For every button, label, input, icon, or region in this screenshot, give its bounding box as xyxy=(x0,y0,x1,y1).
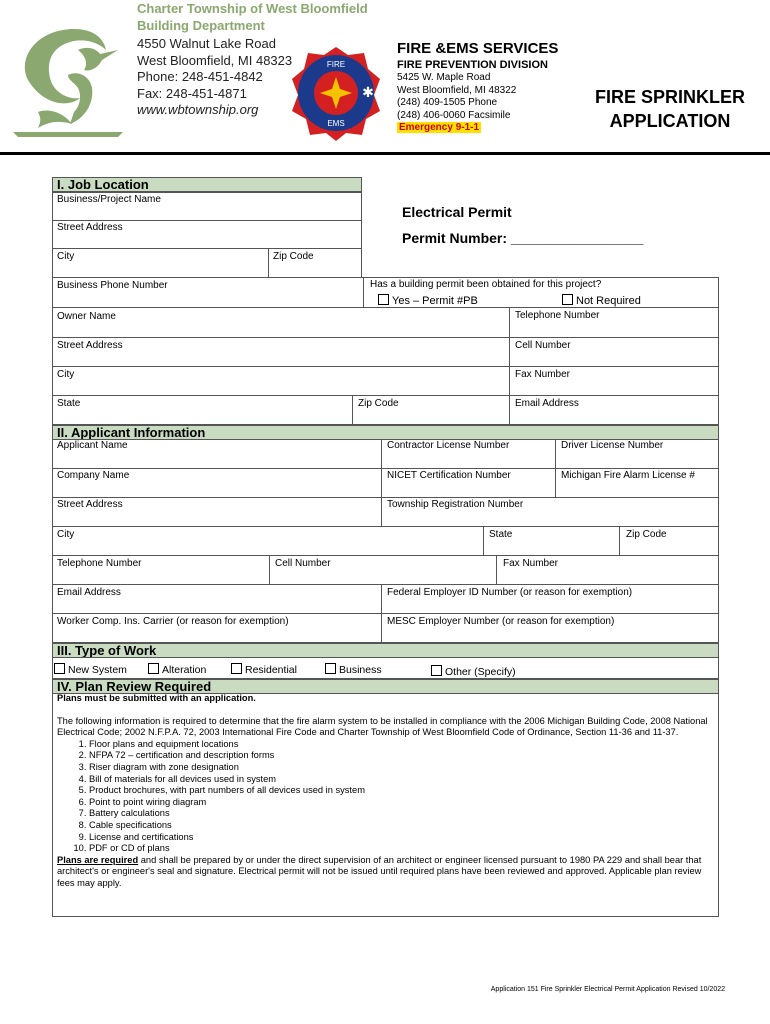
plan-item: 5. Product brochures, with part numbers of all devices used in system xyxy=(89,785,717,797)
yes-checkbox[interactable] xyxy=(378,294,389,305)
company-name-field[interactable] xyxy=(52,468,382,498)
section-applicant-header: II. Applicant Information xyxy=(52,425,719,440)
application-title-line1: FIRE SPRINKLER xyxy=(594,87,745,107)
owner-street-field[interactable] xyxy=(52,337,510,367)
mesc-label: MESC Employer Number (or reason for exemption) xyxy=(387,616,615,627)
owner-email-label: Email Address xyxy=(515,398,579,409)
heron-logo xyxy=(8,20,133,138)
applicant-street-label: Street Address xyxy=(57,499,123,510)
application-title-line2: APPLICATION xyxy=(609,111,731,131)
fire-division: FIRE PREVENTION DIVISION xyxy=(397,59,548,71)
fein-field[interactable] xyxy=(381,584,719,614)
owner-zip-field[interactable] xyxy=(352,395,510,425)
owner-cell-field[interactable] xyxy=(509,337,719,367)
applicant-zip-label: Zip Code xyxy=(626,529,667,540)
owner-fax-label: Fax Number xyxy=(515,369,571,380)
owner-email-field[interactable] xyxy=(509,395,719,425)
residential-label: Residential xyxy=(245,664,297,676)
fire-fax: (248) 406-0060 Facsimile xyxy=(397,109,511,121)
option-residential[interactable] xyxy=(231,663,297,676)
new-system-checkbox[interactable] xyxy=(54,663,65,674)
mesc-field[interactable] xyxy=(381,613,719,643)
township-name-line2: Building Department xyxy=(137,18,265,33)
business-name-field[interactable] xyxy=(52,192,362,221)
township-fax: Fax: 248-451-4871 xyxy=(137,85,247,101)
owner-telephone-field[interactable] xyxy=(509,307,719,338)
plan-item: 8. Cable specifications xyxy=(89,820,717,832)
township-registration-field[interactable] xyxy=(381,497,719,527)
business-phone-field[interactable] xyxy=(52,277,364,308)
other-label: Other (Specify) xyxy=(445,666,516,678)
business-label: Business xyxy=(339,664,382,676)
owner-cell-label: Cell Number xyxy=(515,340,571,351)
fire-services-title: FIRE &EMS SERVICES xyxy=(397,40,559,57)
yes-label: Yes – Permit #PB xyxy=(392,295,478,307)
section-plan-review-header: IV. Plan Review Required xyxy=(52,679,719,694)
owner-state-field[interactable] xyxy=(52,395,353,425)
township-website: www.wbtownship.org xyxy=(137,102,259,117)
plan-item: 1. Floor plans and equipment locations xyxy=(89,739,717,751)
not-required-checkbox[interactable] xyxy=(562,294,573,305)
plan-review-content xyxy=(57,693,717,890)
option-business[interactable] xyxy=(325,663,382,676)
job-zip-label: Zip Code xyxy=(273,251,314,262)
plan-item: 3. Riser diagram with zone designation xyxy=(89,762,717,774)
driver-license-field[interactable] xyxy=(555,439,719,469)
plan-item: 10. PDF or CD of plans xyxy=(89,843,717,855)
fire-ems-badge xyxy=(288,45,384,141)
plan-requirements-list xyxy=(57,739,717,855)
option-alteration[interactable] xyxy=(148,663,206,676)
owner-fax-field[interactable] xyxy=(509,366,719,396)
residential-checkbox[interactable] xyxy=(231,663,242,674)
plan-item: 2. NFPA 72 – certification and description forms xyxy=(89,750,717,762)
workers-comp-label: Worker Comp. Ins. Carrier (or reason for exemption) xyxy=(57,616,289,627)
owner-state-label: State xyxy=(57,398,81,409)
job-city-field[interactable] xyxy=(52,248,269,278)
star-of-life-icon: ✱ xyxy=(362,84,374,100)
section-job-location-header: I. Job Location xyxy=(52,177,362,192)
job-street-field[interactable] xyxy=(52,220,362,249)
owner-telephone-label: Telephone Number xyxy=(515,310,600,321)
plans-required-label: Plans are required xyxy=(57,854,139,865)
job-city-label: City xyxy=(57,251,75,262)
plans-required-text: and shall be prepared by or under the direct supervision of an architect or engineer licensed pursuant to 1980 PA 229 and shall bear that architect's or engineer's seal and signature. Electrical permit will not be issued until required plans have been reviewed and approved. Applicable plan review fees may apply. xyxy=(57,854,702,888)
badge-top-text: FIRE xyxy=(326,60,346,69)
nicet-field[interactable] xyxy=(381,468,556,498)
applicant-city-field[interactable] xyxy=(52,526,484,556)
applicant-name-label: Applicant Name xyxy=(57,440,128,451)
township-address xyxy=(137,36,292,119)
permit-question-label: Has a building permit been obtained for this project? xyxy=(370,279,602,290)
applicant-telephone-field[interactable] xyxy=(52,555,270,585)
business-phone-label: Business Phone Number xyxy=(57,280,168,291)
footer-revision: Application 151 Fire Sprinkler Electrical Permit Application Revised 10/2022 xyxy=(490,986,725,993)
township-phone: Phone: 248-451-4842 xyxy=(137,69,263,84)
township-street: 4550 Walnut Lake Road xyxy=(137,36,277,51)
company-name-label: Company Name xyxy=(57,470,130,481)
option-other[interactable] xyxy=(431,665,516,678)
applicant-name-field[interactable] xyxy=(52,439,382,469)
applicant-state-label: State xyxy=(489,529,513,540)
emergency-number: Emergency 9-1-1 xyxy=(399,122,480,133)
badge-bottom-text: EMS xyxy=(327,119,345,128)
applicant-cell-label: Cell Number xyxy=(275,558,331,569)
permit-type: Electrical Permit xyxy=(402,204,512,220)
applicant-zip-field[interactable] xyxy=(619,526,719,556)
option-new-system[interactable] xyxy=(54,663,127,676)
plan-item: 6. Point to point wiring diagram xyxy=(89,797,717,809)
michigan-fire-license-field[interactable] xyxy=(555,468,719,498)
business-checkbox[interactable] xyxy=(325,663,336,674)
applicant-city-label: City xyxy=(57,529,75,540)
township-name xyxy=(137,0,368,34)
owner-city-label: City xyxy=(57,369,75,380)
applicant-cell-field[interactable] xyxy=(269,555,497,585)
township-name-line1: Charter Township of West Bloomfield xyxy=(137,1,368,16)
job-street-label: Street Address xyxy=(57,222,123,233)
applicant-fax-label: Fax Number xyxy=(503,558,559,569)
driver-license-label: Driver License Number xyxy=(561,440,664,451)
workers-comp-field[interactable] xyxy=(52,613,382,643)
not-required-label: Not Required xyxy=(576,295,641,307)
applicant-state-field[interactable] xyxy=(483,526,620,556)
alteration-checkbox[interactable] xyxy=(148,663,159,674)
business-name-label: Business/Project Name xyxy=(57,194,161,205)
permit-number: Permit Number: _________________ xyxy=(402,230,644,246)
alteration-label: Alteration xyxy=(162,664,207,676)
new-system-label: New System xyxy=(68,664,127,676)
fire-phone: (248) 409-1505 Phone xyxy=(397,97,498,108)
contractor-license-field[interactable] xyxy=(381,439,556,469)
fire-street: 5425 W. Maple Road xyxy=(397,72,491,83)
building-permit-question xyxy=(363,277,719,308)
plan-item: 7. Battery calculations xyxy=(89,808,717,820)
plan-item: 9. License and certifications xyxy=(89,832,717,844)
job-zip-field[interactable] xyxy=(268,248,362,278)
type-of-work-options xyxy=(52,657,719,679)
owner-street-label: Street Address xyxy=(57,340,123,351)
permit-not-required-option[interactable] xyxy=(562,294,641,307)
owner-city-field[interactable] xyxy=(52,366,510,396)
contractor-license-label: Contractor License Number xyxy=(387,440,510,451)
michigan-fire-license-label: Michigan Fire Alarm License # xyxy=(561,470,695,481)
section-type-of-work-header: III. Type of Work xyxy=(52,643,719,658)
applicant-street-field[interactable] xyxy=(52,497,382,527)
plan-intro: The following information is required to determine that the fire alarm system to be installed in compliance with the 2006 Michigan Building Code, 2008 National Electrical Code; 2002 N.F.P.A. 72, 2003 International Fire Code and Charter Township of West Bloomfield Code of Ordinance, Section 11-36 and 11-37. xyxy=(57,715,708,738)
header-divider xyxy=(0,152,770,155)
plans-required-paragraph xyxy=(57,855,717,890)
applicant-email-field[interactable] xyxy=(52,584,382,614)
applicant-fax-field[interactable] xyxy=(496,555,719,585)
fire-address xyxy=(397,72,516,135)
must-submit-note: Plans must be submitted with an application. xyxy=(57,693,256,703)
owner-name-field[interactable] xyxy=(52,307,510,338)
permit-yes-option[interactable] xyxy=(378,294,478,307)
township-city: West Bloomfield, MI 48323 xyxy=(137,52,293,68)
nicet-label: NICET Certification Number xyxy=(387,470,511,481)
owner-name-label: Owner Name xyxy=(57,311,116,322)
fein-label: Federal Employer ID Number (or reason for exemption) xyxy=(387,587,633,598)
application-title xyxy=(580,85,760,133)
other-checkbox[interactable] xyxy=(431,665,442,676)
plan-item: 4. Bill of materials for all devices used in system xyxy=(89,774,717,786)
township-registration-label: Township Registration Number xyxy=(387,499,524,510)
applicant-email-label: Email Address xyxy=(57,587,121,598)
fire-city: West Bloomfield, MI 48322 xyxy=(397,84,517,96)
applicant-telephone-label: Telephone Number xyxy=(57,558,142,569)
owner-zip-label: Zip Code xyxy=(358,398,399,409)
